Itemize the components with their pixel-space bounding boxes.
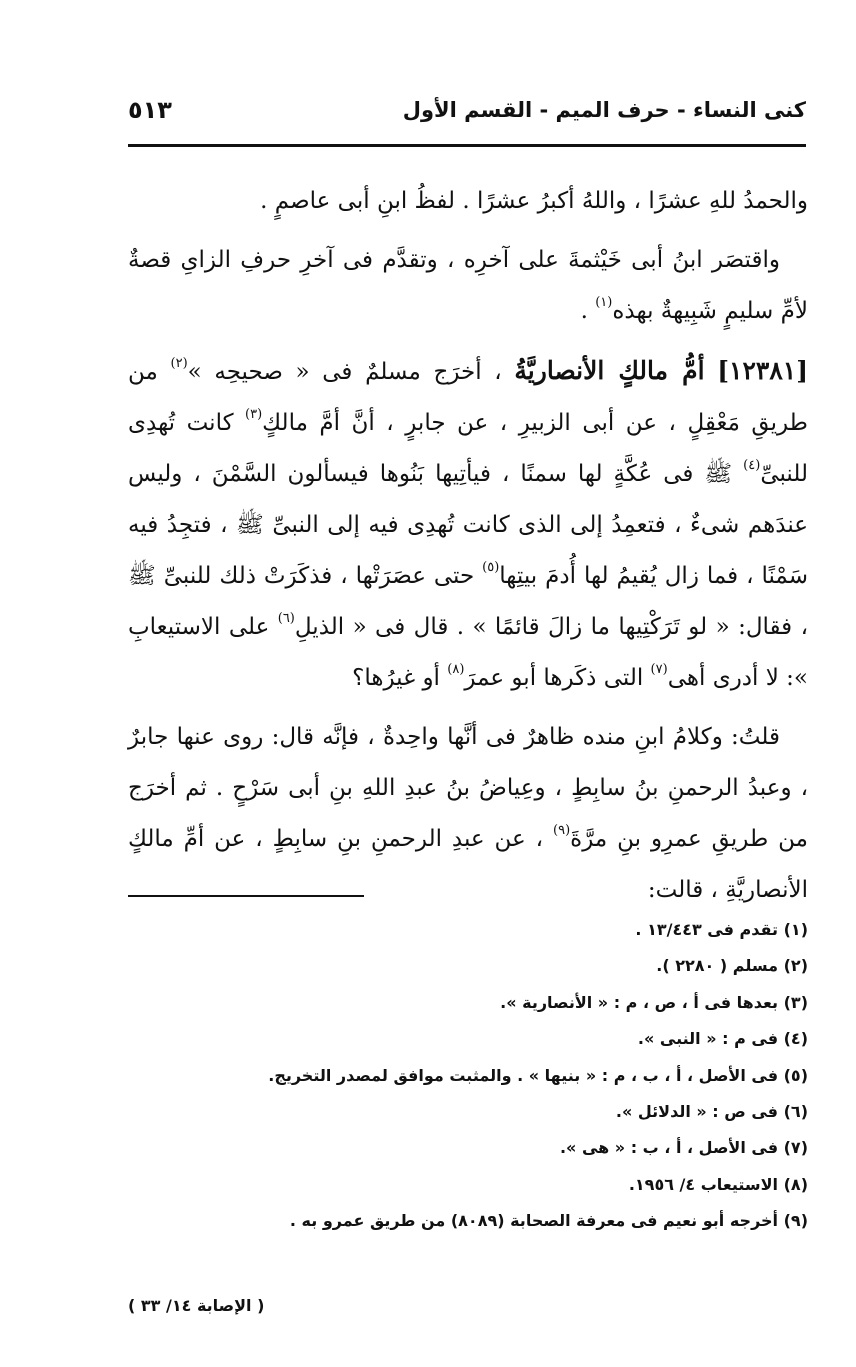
footnote-2: (٢) مسلم ( ٢٢٨٠ ). [656,956,808,976]
footnote-5: (٥) فى الأصل ، أ ، ب ، م : « بنيها » . والمثبت موافق لمصدر التخريج. [268,1065,808,1085]
paragraph-2-text: واقتصَر ابنُ أبى خَيْثمةَ على آخرِه ، وتقدَّم فى آخرِ حرفِ الزاىِ قصةٌ لأمِّ سليمٍ شَبِيهةٌ بهذه [128,247,808,324]
footnote-ref-3: (٣) [245,407,263,422]
footnote-ref-8: (٨) [447,662,465,677]
footnote-9: (٩) أخرجه أبو نعيم فى معرفة الصحابة (٨٠٨٩) من طريق عمرو به . [289,1211,808,1231]
footnote-separator [128,895,364,897]
paragraph-4-text-2: ، عن عبدِ الرحمنِ بنِ سابِطٍ ، عن أمِّ مالكٍ الأنصاريَّةِ ، قالت: [128,826,808,903]
entry-text-7: التى ذكَرها أبو عمرَ [464,665,651,691]
footnote-7: (٧) فى الأصل ، أ ، ب : « هى ». [559,1138,808,1158]
footnote-ref-4: (٤) [743,458,761,473]
footnote-3: (٣) بعدها فى أ ، ص ، م : « الأنصارية ». [500,992,808,1012]
page-number: ٥١٣ [128,96,172,124]
entry-text-2: من طريقِ مَعْقِلٍ ، عن أبى الزبيرِ ، عن جابرٍ ، أنَّ أمَّ مالكٍ [128,359,808,436]
paragraph-4 [128,712,808,916]
entry-number: [١٢٣٨١] [717,356,809,385]
footnote-4: (٤) فى م : « النبى ». [637,1029,808,1049]
paragraph-2-end: . [580,298,596,324]
footnote-1: (١) تقدم فى ١٣/٤٤٣ . [635,920,808,939]
paragraph-1: والحمدُ للهِ عشرًا ، واللهُ أكبرُ عشرًا . لفظُ ابنِ أبى عاصمٍ . [260,188,808,214]
footnote-ref-2: (٢) [170,356,188,371]
paragraph-4-text-1: قلتُ: وكلامُ ابنِ منده ظاهرٌ فى أنَّها واحِدةٌ ، فإنَّه قال: روى عنها جابرٌ ، وعبدُ الرحمنِ بنُ سابِطٍ ، وعِياضُ بنُ عبدِ اللهِ بنِ أبى سَرْحٍ . ثم أخرَج من طريقِ عمرِو بنِ مرَّةَ [128,724,808,852]
footnote-ref-6: (٦) [277,611,295,626]
footnote-ref-1: (١) [595,295,613,310]
entry-name: أمُّ مالكٍ الأنصاريَّةُ [514,356,705,385]
footnote-6: (٦) فى ص : « الدلائل ». [615,1102,808,1122]
entry-text-5: حتى عصَرَتْها ، فذكَرَتْ ذلك للنبىِّ ﷺ ، فقال: « لو تَرَكْتِيها ما زالَ قائمًا » . قال فى « الذيلِ [128,563,808,640]
paragraph-2 [128,235,808,337]
main-text [128,176,808,924]
entry-text-4: ﷺ فى عُكَّةٍ لها سمنًا ، فيأتِيها بَنُوها فيسألون السَّمْنَ ، وليس عندَهم شىءٌ ، فتعمِدُ إلى الذى كانت تُهدِى فيه إلى النبىِّ ﷺ ، فتجِدُ فيه سَمْنًا ، فما زال يُقيمُ لها أُدمَ بيتِها [128,461,808,589]
running-title: كنى النساء - حرف الميم - القسم الأول [402,98,806,122]
footnotes [108,912,808,1240]
entry-text-6: على الاستيعابِ »: لا أدرى أهى [128,614,808,691]
source-reference: ( الإصابة ١٤/ ٣٣ ) [128,1296,265,1315]
footnote-ref-9: (٩) [553,823,571,838]
entry-text-1: ، أخرَج مسلمٌ فى « صحيحِه » [187,359,515,385]
entry-paragraph [128,345,808,704]
page-header [128,92,806,136]
footnote-ref-7: (٧) [650,662,668,677]
header-rule [128,144,806,147]
footnote-ref-5: (٥) [482,560,500,575]
entry-text-8: أو غيرُها؟ [352,665,448,691]
footnote-8: (٨) الاستيعاب ٤/ ١٩٥٦. [628,1174,808,1194]
entry-text-3: كانت تُهدِى للنبىِّ [128,410,808,487]
